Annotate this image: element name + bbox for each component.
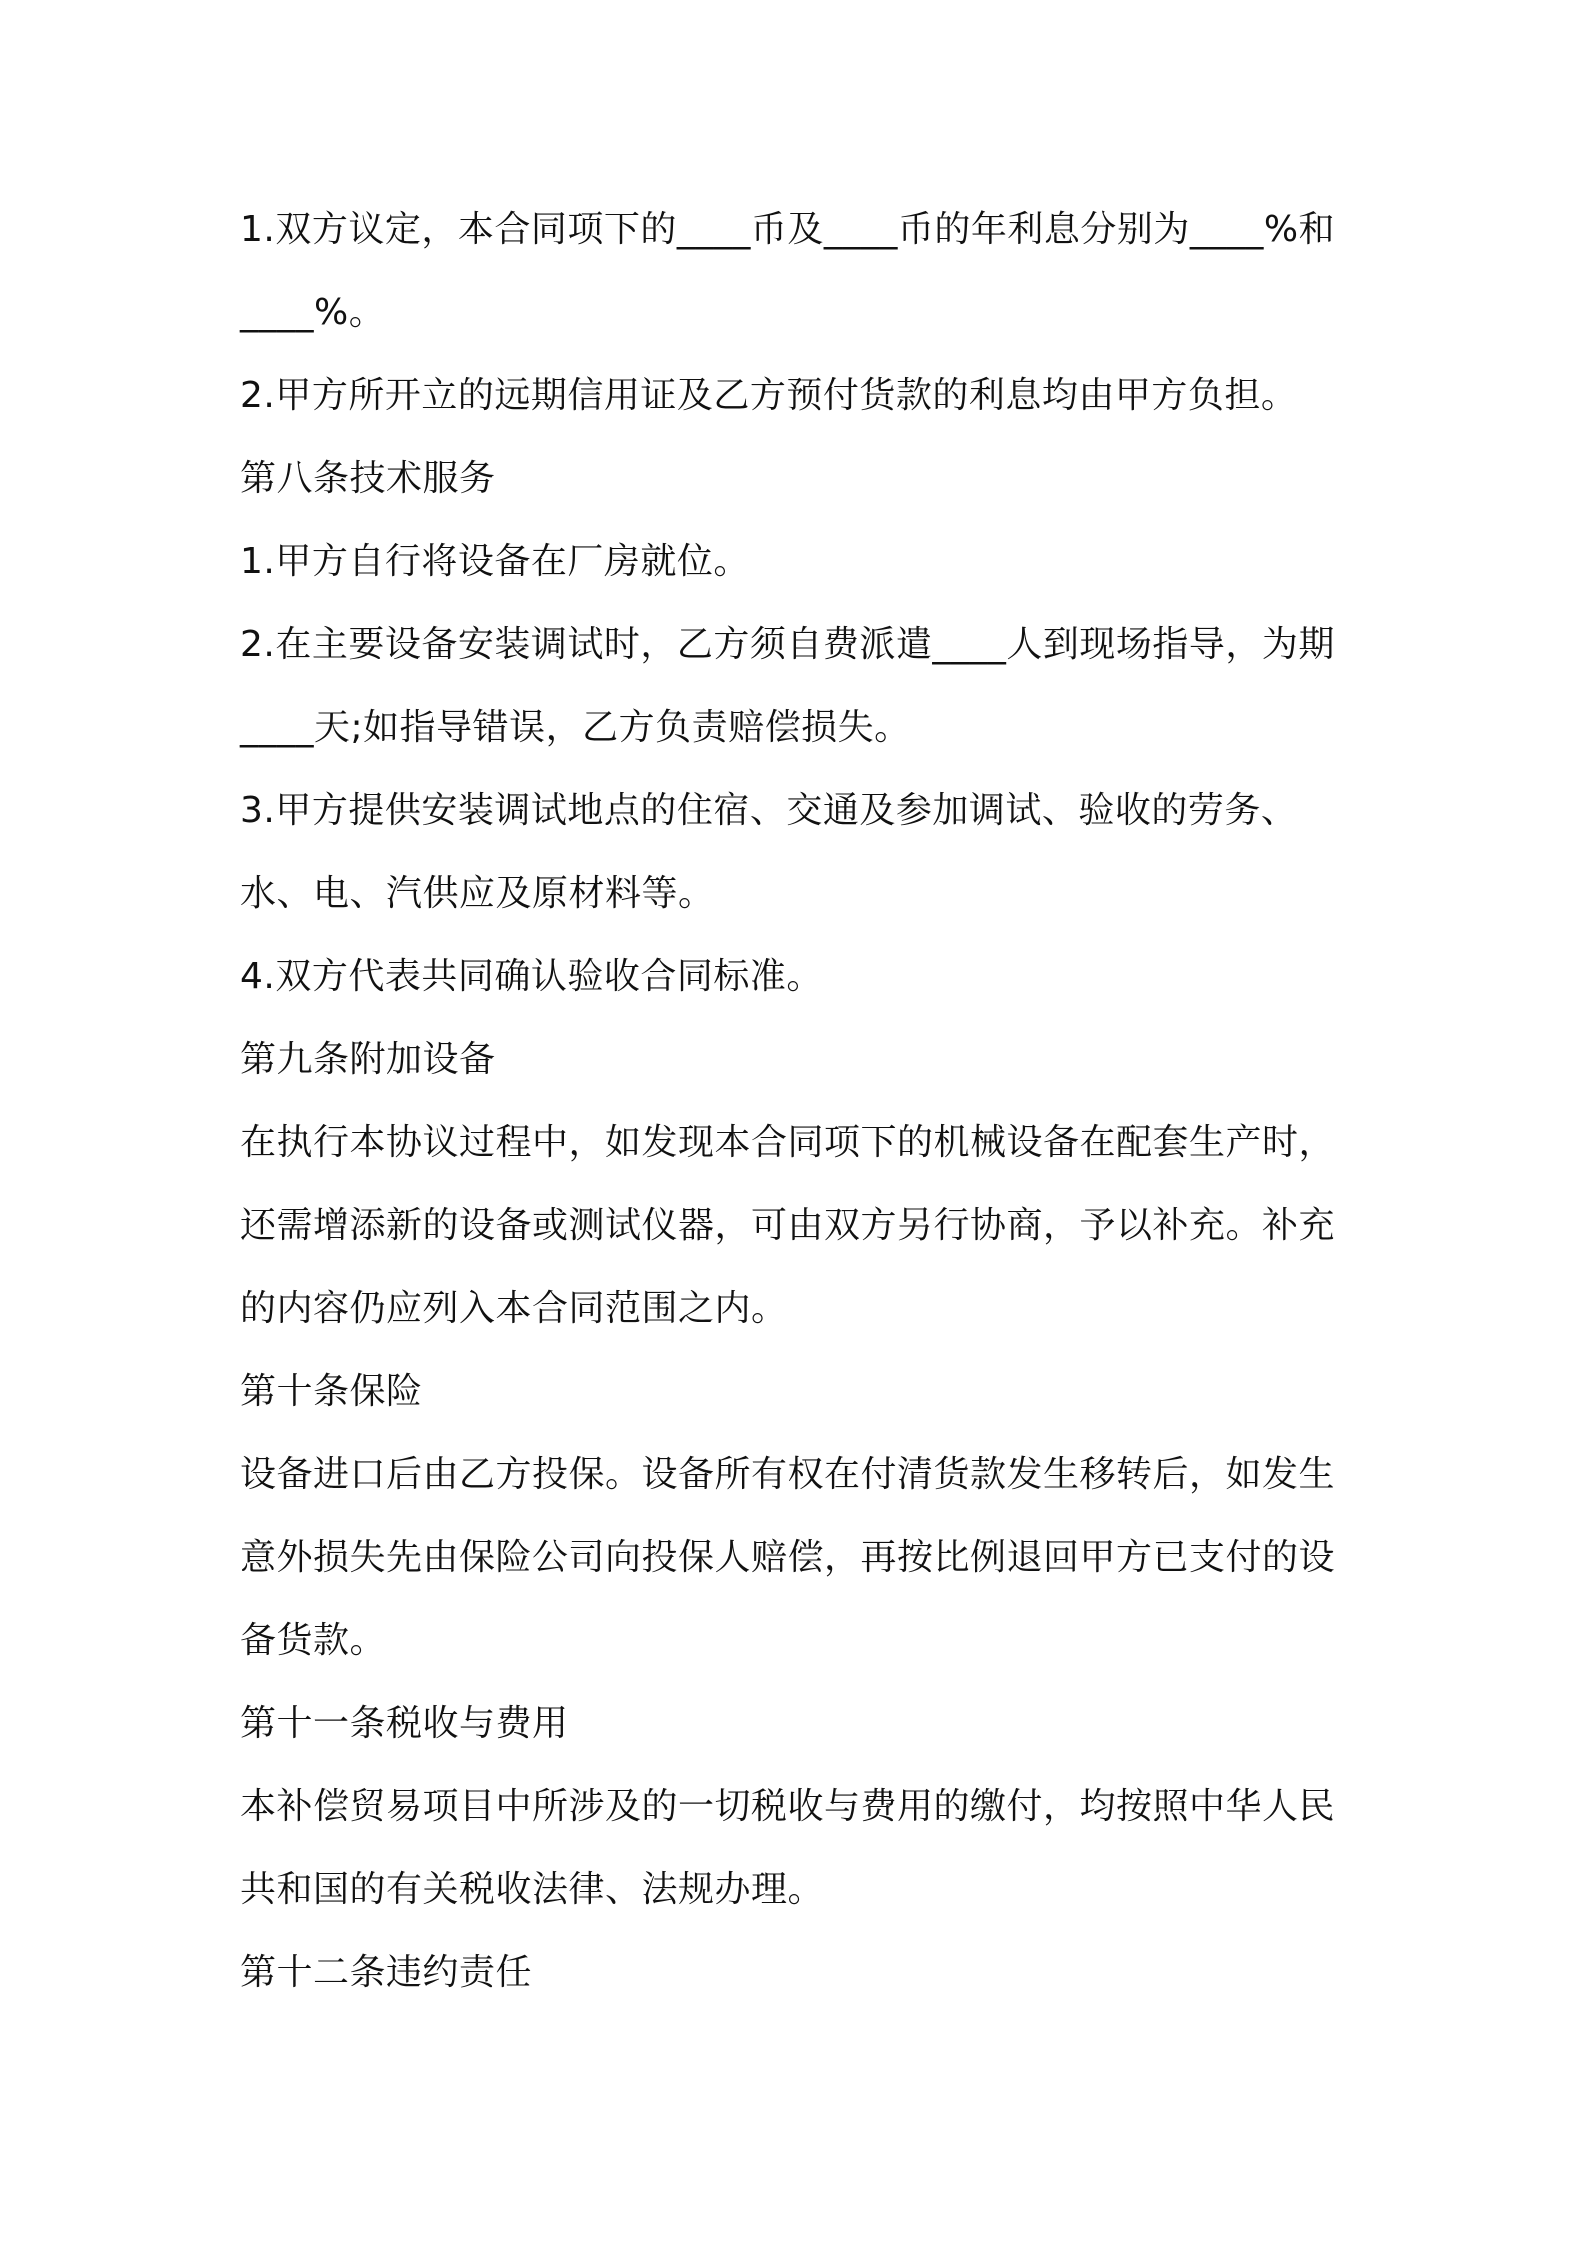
clause-8-1: 1.甲方自行将设备在厂房就位。 (240, 541, 750, 582)
clause-8-4: 4.双方代表共同确认验收合同标准。 (240, 956, 823, 997)
section-heading-11: 第十一条税收与费用 (240, 1703, 569, 1744)
document-body (240, 188, 1350, 2014)
section-heading-8: 第八条技术服务 (240, 458, 496, 499)
clause-interest-burden: 2.甲方所开立的远期信用证及乙方预付货款的利息均由甲方负担。 (240, 375, 1298, 416)
clause-11-body: 本补偿贸易项目中所涉及的一切税收与费用的缴付，均按照中华人民共和国的有关税收法律、法规办理。 (240, 1786, 1336, 1910)
clause-8-2: 2.在主要设备安装调试时，乙方须自费派遣____人到现场指导，为期____天;如指导错误，乙方负责赔偿损失。 (240, 624, 1335, 748)
section-heading-12: 第十二条违约责任 (240, 1952, 533, 1993)
clause-10-body: 设备进口后由乙方投保。设备所有权在付清货款发生移转后，如发生意外损失先由保险公司向投保人赔偿，再按比例退回甲方已支付的设备货款。 (240, 1454, 1336, 1661)
clause-9-body: 在执行本协议过程中，如发现本合同项下的机械设备在配套生产时，还需增添新的设备或测试仪器，可由双方另行协商，予以补充。补充的内容仍应列入本合同范围之内。 (240, 1122, 1336, 1329)
clause-interest-rates: 1.双方议定，本合同项下的____币及____币的年利息分别为____%和____%。 (240, 209, 1336, 333)
clause-8-3: 3.甲方提供安装调试地点的住宿、交通及参加调试、验收的劳务、水、电、汽供应及原材料等。 (240, 790, 1298, 914)
section-heading-9: 第九条附加设备 (240, 1039, 496, 1080)
section-heading-10: 第十条保险 (240, 1371, 423, 1412)
